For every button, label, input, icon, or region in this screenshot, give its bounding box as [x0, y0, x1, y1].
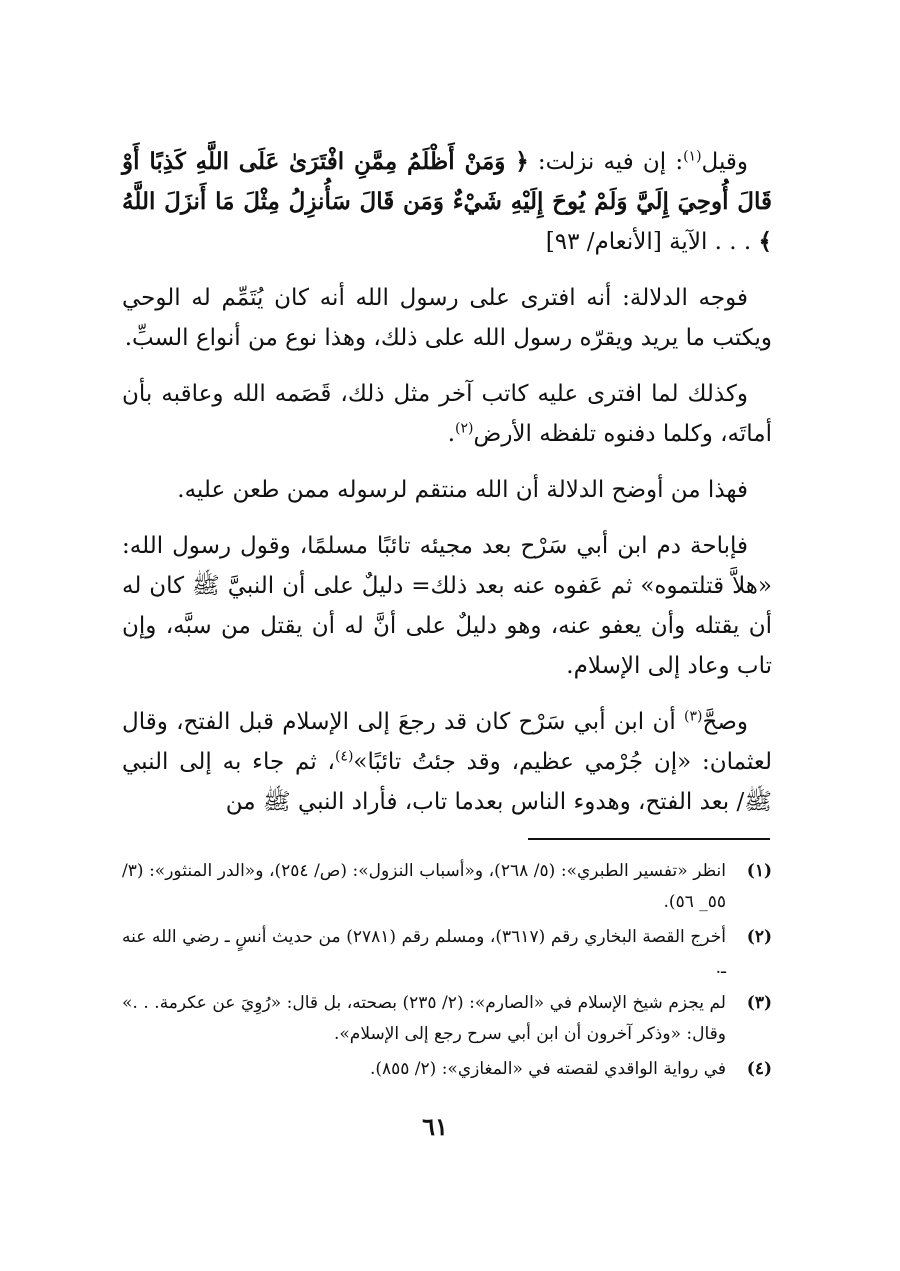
paragraph-4: فهذا من أوضح الدلالة أن الله منتقم لرسوله ممن طعن عليه.	[177, 477, 748, 503]
footnote-number: (٤)	[746, 1059, 772, 1079]
paragraph-3-end: .	[447, 421, 456, 447]
footnote-number: (١)	[746, 861, 772, 881]
footnote-4	[122, 1054, 772, 1085]
paragraph-1-intro: وقيل	[701, 149, 748, 175]
footnotes-section	[122, 856, 772, 1089]
footnote-2	[122, 922, 772, 984]
footnote-divider	[528, 838, 770, 840]
paragraph-1-lead: : إن فيه نزلت:	[528, 149, 684, 175]
paragraph-6-b: أن ابن أبي سَرْح كان قد رجعَ إلى الإسلام قبل الفتح، وقال لعثمان: «إن جُرْمي عظيم، وقد جئتُ تائبًا»	[122, 709, 772, 775]
main-text	[122, 142, 772, 838]
footnote-text: في رواية الواقدي لقصته في «المغازي»: (٢/ ٨٥٥).	[369, 1059, 726, 1079]
quran-verse: ﴿ وَمَنْ أَظْلَمُ مِمَّنِ افْتَرَىٰ عَلَى اللَّهِ كَذِبًا أَوْ قَالَ أُوحِيَ إِلَيَّ وَلَمْ يُوحَ إِلَيْهِ شَيْءٌ وَمَن قَالَ سَأُنزِلُ مِثْلَ مَا أَنزَلَ اللَّهُ ﴾	[122, 148, 772, 255]
paragraph-6-c: ، ثم جاء به إلى النبي ﷺ/ بعد الفتح، وهدوء الناس بعدما تاب، فأراد النبي ﷺ من	[122, 749, 772, 815]
footnote-text: انظر «تفسير الطبري»: (٥/ ٢٦٨)، و«أسباب النزول»: (ص/ ٢٥٤)، و«الدر المنثور»: (٣/ ٥٥_ ٥٦).	[122, 861, 726, 912]
footnote-text: أخرج القصة البخاري رقم (٣٦١٧)، ومسلم رقم (٢٧٨١) من حديث أنسٍ ـ رضي الله عنه ـ.	[122, 927, 726, 978]
footnote-ref-4: (٤)	[334, 748, 354, 765]
footnote-ref-1: (١)	[683, 148, 702, 165]
paragraph-1	[122, 142, 772, 262]
paragraph-5: فإباحة دم ابن أبي سَرْح بعد مجيئه تائبًا مسلمًا، وقول رسول الله: «هلاَّ قتلتموه» ثم عَفوه عنه بعد ذلك= دليلٌ على أن النبيَّ ﷺ كان له أن يقتله وأن يعفو عنه، وهو دليلٌ على أنَّ له أن يقتل من سبَّه، وإن تاب وعاد إلى الإسلام.	[122, 533, 772, 679]
page-number: ٦١	[422, 1112, 448, 1141]
footnote-text: لم يجزم شيخ الإسلام في «الصارم»: (٢/ ٢٣٥) بصحته، بل قال: «رُوِيَ عن عكرمة. . .» وقال: «وذكر آخرون أن ابن أبي سرح رجع إلى الإسلام».	[122, 993, 726, 1044]
footnote-ref-2: (٢)	[455, 420, 474, 437]
paragraph-2: فوجه الدلالة: أنه افترى على رسول الله أنه كان يُتَمِّم له الوحي ويكتب ما يريد ويقرّه رسول الله على ذلك، وهذا نوع من أنواع السبِّ.	[122, 285, 772, 351]
paragraph-3	[122, 374, 772, 454]
footnote-number: (٣)	[746, 993, 772, 1013]
verse-citation: . . . الآية [الأنعام/ ٩٣]	[545, 229, 759, 255]
paragraph-6	[122, 702, 772, 822]
footnote-ref-3: (٣)	[684, 708, 703, 725]
footnote-number: (٢)	[746, 927, 772, 947]
paragraph-3-text: وكذلك لما افترى عليه كاتب آخر مثل ذلك، قَصَمه الله وعاقبه بأن أماتَه، وكلما دفنوه تلفظه الأرض	[122, 381, 772, 447]
paragraph-6-a: وصحَّ	[702, 709, 748, 735]
footnote-3	[122, 988, 772, 1050]
footnote-1	[122, 856, 772, 918]
